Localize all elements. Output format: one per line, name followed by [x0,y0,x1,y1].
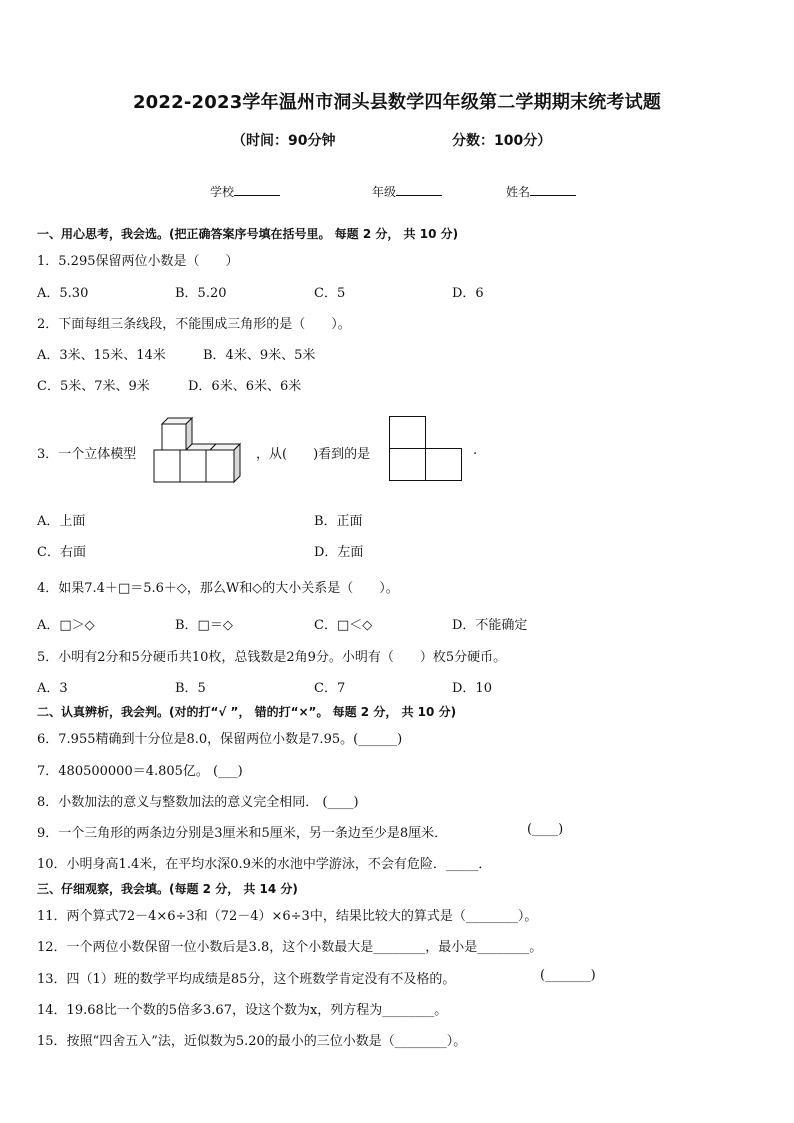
name-label: 姓名 [506,185,531,199]
school-label: 学校 [210,185,235,199]
q4-option-b[interactable]: B．□＝◇ [175,618,233,633]
grade-field [372,183,442,200]
q2-option-a[interactable]: A．3米、15米、14米 [37,348,166,363]
question-5: 5．小明有2分和5分硬币共10枚，总钱数是2角9分。小明有（ ）枚5分硬币。 [37,650,507,665]
q2-option-b[interactable]: B．4米、9米、5米 [203,348,316,363]
solid-model-figure [150,416,246,486]
q5-option-d[interactable]: D．10 [452,681,492,696]
question-4: 4．如果7.4＋□＝5.6＋◇，那么W和◇的大小关系是（ ）。 [37,581,399,596]
question-13-blank[interactable]: (_______) [540,968,596,983]
question-9: 9．一个三角形的两条边分别是3厘米和5厘米，另一条边至少是8厘米． [37,826,448,841]
q2-option-d[interactable]: D．6米、6米、6米 [188,379,302,394]
question-3-middle: ，从( )看到的是 [256,447,371,462]
question-6: 6．7.955精确到十分位是8.0，保留两位小数是7.95。(______) [37,732,403,747]
question-9-blank[interactable]: (____) [527,822,564,837]
question-11: 11．两个算式72－4×6÷3和（72－4）×6÷3中，结果比较大的算式是（________）。 [37,909,538,924]
section-1-heading: 一、用心思考，我会选。(把正确答案序号填在括号里。 每题 2 分， 共 10 分) [37,227,459,241]
question-7: 7．480500000＝4.805亿。 (___) [37,764,243,779]
section-3-heading: 三、仔细观察，我会填。(每题 2 分， 共 14 分) [37,882,298,896]
question-12: 12．一个两位小数保留一位小数后是3.8，这个小数最大是________，最小是________。 [37,940,543,955]
q3-option-b[interactable]: B．正面 [314,514,363,529]
q4-option-d[interactable]: D．不能确定 [452,618,528,633]
q5-option-b[interactable]: B．5 [175,681,206,696]
question-15: 15．按照“四舍五入”法，近似数为5.20的最小的三位小数是（________）。 [37,1034,467,1049]
q3-option-d[interactable]: D．左面 [314,545,364,560]
score-label: 分数：100分） [452,133,552,149]
grade-blank[interactable] [396,184,442,196]
question-3-end: . [473,443,478,458]
grade-label: 年级 [372,185,397,199]
school-blank[interactable] [234,184,280,196]
view-figure [389,416,463,482]
question-13: 13．四（1）班的数学平均成绩是85分，这个班数学肯定没有不及格的。 [37,972,456,987]
q1-option-a[interactable]: A．5.30 [37,286,89,301]
time-label: （时间：90分钟 [232,133,336,149]
question-14: 14．19.68比一个数的5倍多3.67，设这个数为x，列方程为________。 [37,1003,448,1018]
q5-option-c[interactable]: C．7 [314,681,346,696]
q1-option-d[interactable]: D．6 [452,286,484,301]
q2-option-c[interactable]: C．5米、7米、9米 [37,379,150,394]
q4-option-a[interactable]: A．□＞◇ [37,618,95,633]
name-field [506,183,576,200]
question-8: 8．小数加法的意义与整数加法的意义完全相同． (____) [37,795,359,810]
q1-option-c[interactable]: C．5 [314,286,346,301]
page-title: 2022-2023学年温州市洞头县数学四年级第二学期期末统考试题 [132,92,662,113]
question-3-prefix: 3．一个立体模型 [37,447,137,462]
q5-option-a[interactable]: A．3 [37,681,68,696]
section-2-heading: 二、认真辨析，我会判。(对的打“√ ”， 错的打“×”。 每题 2 分， 共 10 分) [37,705,457,719]
school-field [210,183,280,200]
question-1: 1．5.295保留两位小数是（ ） [37,254,239,269]
name-blank[interactable] [530,184,576,196]
q3-option-a[interactable]: A．上面 [37,514,86,529]
q3-option-c[interactable]: C．右面 [37,545,86,560]
q1-option-b[interactable]: B．5.20 [175,286,227,301]
question-10: 10．小明身高1.4米，在平均水深0.9米的水池中学游泳，不会有危险．_____． [37,857,492,872]
q4-option-c[interactable]: C．□＜◇ [314,618,373,633]
question-2: 2．下面每组三条线段，不能围成三角形的是（ ）。 [37,317,351,332]
